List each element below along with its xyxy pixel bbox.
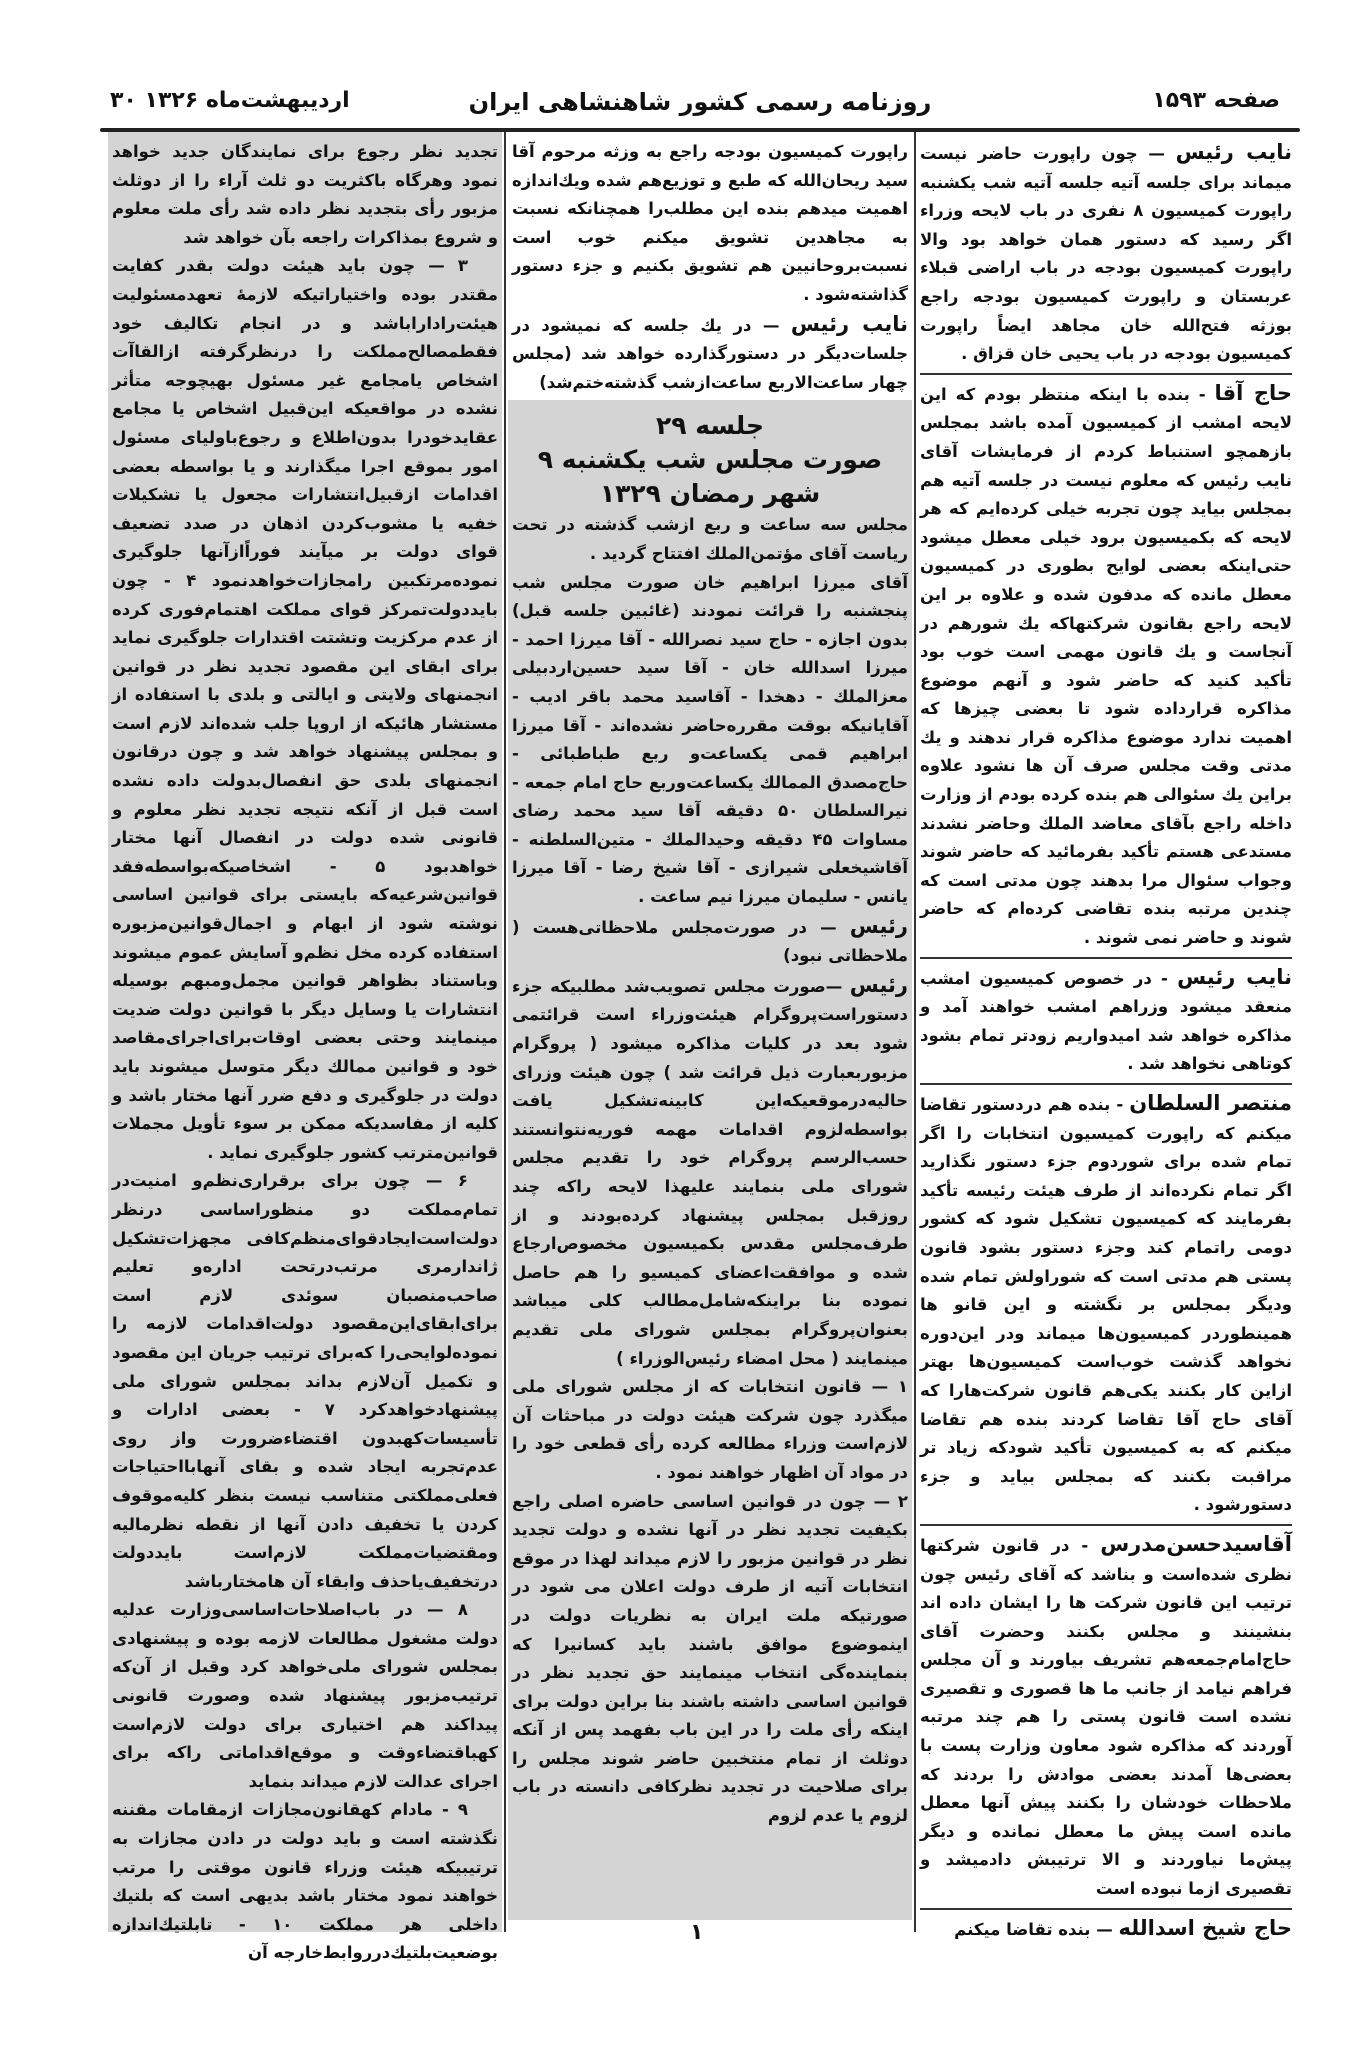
- right-column: [920, 138, 1292, 1944]
- speech-text: آقای میرزا ابراهیم خان صورت مجلس شب پنجشنبه را قرائت نمودند (غائبین جلسه قبل) بدون اجازه - حاج سید نصرالله - آقا میرزا احمد - میرزا اسدالله خان - آقا سید حسین‌اردبیلی معزالملك - دهخدا - آقاسید محمد باقر ادیب - آقایانیکه بوقت مقرره‌حاضر نشده‌اند - آقا میرزا ابراهیم قمی یکساعت‌و ربع طباطبائی - حاج‌مصدق الممالك یکساعت‌وربع حاج امام جمعه - نیرالسلطان ۵۰ دقیقه آقا سید محمد رضای مساوات ۴۵ دقیقه وحیدالملك - متین‌السلطنه - آقاشیخعلی شیرازی - آقا شیخ رضا - آقا میرزا یانس - سلیمان میرزا نیم ساعت .: [512, 572, 908, 907]
- speech-text: - بنده هم دردستور تقاضا میکنم که راپورت کمیسیون انتخابات را اگر تمام شده برای شوردوم جزء دستور نگذارید اگر تمام نکرده‌اند از طرف هیئت رئیسه تأکید بفرمایند که کمیسیون تشکیل شود که کشور دومی راتمام کند وجزء دستور بشود قانون پستی هم مدتی است که شوراولش تمام شده ودیگر بمجلس بر نگشته و این قانو ها همینطوردر کمیسیون‌ها میماند ودر این‌دوره نخواهد گذشت خوب‌است کمیسیون‌ها بهتر ازاین کار بکنند یکی‌هم قانون شرکت‌هارا که آقای حاج آقا تقاضا کردند بنده هم تقاضا میکنم که به کمیسیون تأکید شودکه زیاد تر مراقبت بکنند که بمجلس بیاید و جزء دستورشود .: [920, 1095, 1292, 1515]
- article-paragraph: ۸ — در باب‌اصلاحات‌اساسی‌وزارت عدلیه دولت مشغول مطالعات لازمه بوده و پیشنهادی بمجلس شورای ملی‌خواهد کرد وقبل از آن‌که ترتیب‌مزبور پیشنهاد شده وصورت قانونی پیداکند هم اختیاری برای دولت لازم‌است کهباقتضاءوقت و موقع‌اقداماتی راکه برای اجرای عدالت لازم میداند بنماید: [112, 1600, 498, 1791]
- speech-paragraph: [920, 373, 1292, 953]
- article-paragraph: ۹ - مادام کهقانون‌مجازات ازمقامات مقننه نگذشته است و باید دولت در دادن مجازات به ترتیبیکه هیئت وزراء قانون موقتی را مرتب خواهند نمود مختار باشد بدیهی است که بلتیك داخلی هر مملکت ۱۰ - تابلتیك‌اندازه بوضعیت‌بلتیك‌درروابط‌خارجه آن: [112, 1800, 498, 1963]
- speaker-name: رئیس: [849, 972, 909, 997]
- speech-paragraph: [920, 1083, 1292, 1520]
- speech-paragraph: [512, 569, 908, 912]
- speech-text: - در خصوص کمیسیون امشب منعقد میشود وزراهم امشب خواهند آمد و مذاکره خواهد شد امیدواریم زودتر تمام بشود کوتاهی نخواهد شد .: [920, 968, 1292, 1074]
- speech-paragraph: [512, 1373, 908, 1487]
- speech-text: مجلس سه ساعت و ربع ازشب گذشته در تحت ریاست آقای مؤتمن‌الملك افتتاح گردید .: [512, 515, 908, 563]
- page-label: صفحه ۱۵۹۳: [1152, 88, 1280, 113]
- speech-text: راپورت کمیسیون بودجه راجع به وزثه مرحوم آقا سید ریحان‌الله که طبع و توزیع‌هم شده ویك‌اندازه اهمیت میدهم بنده این مطلب‌را همچنانکه نسبت به مجاهدین تشویق میکنم خوب است نسبت‌بروحانیین هم تشویق بکنیم و جزء دستور گذاشته‌شود .: [512, 142, 908, 304]
- speech-text: —صورت مجلس تصویب‌شد مطلبیکه جزء دستوراست‌پروگرام هیئت‌وزراء است قرائتمی شود بعد در کلیات مذاکره میشود ( پروگرام مزبوربعبارت ذیل قرائت شد ) چون هیئت وزرای حالیه‌درموقعیکه‌این کابینه‌تشکیل یافت بواسطه‌لزوم اقدامات مهمه فوریه‌نتوانستند حسب‌الرسم پروگرام خود را تقدیم مجلس شورای ملی بنمایند علیهذا لایحه راکه چند روزقبل بمجلس پیشنهاد کرده‌بودند و از طرف‌مجلس مقدس بکمیسیون مخصوص‌ارجاع شده و موافقت‌اعضای کمیسیو را هم حاصل نموده بنا براینکه‌شامل‌مطالب کلی میباشد بعنوان‌پروگرام بمجلس شورای ملی تقدیم مینمایند ( محل امضاء رئیس‌الوزراء ): [512, 976, 908, 1368]
- speaker-name: آقاسیدحسن‌مدرس: [1100, 1531, 1292, 1556]
- speech-paragraph: [920, 1524, 1292, 1904]
- session-title: جلسه ۲۹: [655, 411, 765, 441]
- speech-paragraph: [512, 971, 908, 1373]
- speech-paragraph: [512, 1488, 908, 1831]
- speaker-name: منتصر السلطان: [1129, 1091, 1292, 1115]
- speech-text: — بنده تقاضا میکنم: [954, 1919, 1113, 1939]
- middle-column: [512, 138, 908, 1831]
- left-column: [112, 138, 498, 1968]
- speaker-name: نایب رئیس: [1175, 140, 1292, 164]
- column-divider: [504, 132, 506, 1932]
- speech-text: ۱ — قانون انتخابات که از مجلس شورای ملی میگذرد چون شرکت هیئت دولت در مباحثات آن لازم‌است وزراء مطالعه کرده رأی قطعی خود را در مواد آن اظهار خواهند نمود .: [512, 1377, 908, 1482]
- speaker-name: نایب رئیس: [790, 311, 908, 336]
- speech-paragraph: [920, 1908, 1292, 1945]
- issue-date: ۳۰ اردیبهشت‌ماه ۱۳۲۶: [110, 88, 350, 113]
- speech-text: — در صورت‌مجلس ملاحظاتی‌هست ( ملاحظاتی نبود): [512, 917, 908, 966]
- speech-paragraph: [512, 310, 908, 398]
- speaker-name: حاج آقا: [1214, 380, 1292, 405]
- speech-paragraph: [920, 138, 1292, 369]
- speech-text: — چون راپورت حاضر نیست میماند برای جلسه آتیه جلسه آتیه شب یکشنبه راپورت کمیسیون ۸ نفری در باب لایحه وزراء اگر رسید که دستور همان خواهد بود والا راپورت کمیسیون بودجه در باب اراضی قبلاء عربستان و راپورت کمیسیون بودجه راجع بوزثه فتح‌الله خان مجاهد ایضاً راپورت کمیسیون بودجه در باب یحیی خان قزاق .: [920, 144, 1293, 364]
- speech-text: - بنده با اینکه منتظر بودم که این لایحه امشب از کمیسیون آمده باشد بمجلس بازهمچو استنباط کردم از فرمایشات آقای نایب رئیس که معلوم نیست در جلسه آتیه هم بمجلس بیاید چون تجربه خیلی کرده‌ایم که هر لایحه که بکمیسیون برود خیلی معطل میشود حتی‌اینکه بعضی لوایح بطوری در کمیسیون معطل مانده که مدفون شده و علاوه بر این لایحه راجع بقانون شرکتهاکه یك شورهم در آنجاست و یك قانون مهمی است خوب بود تأکید کنید که حاضر شود و آنهم موضوع مذاکره قرارداده شود تا بعضی چیزها که اهمیت ندارد موضوع مذاکره قرار ندهند و یك مدتی وقت مجلس صرف آن ها نشود علاوه براین یك سئوالی هم بنده کرده بودم از وزارت داخله راجع بآقای معاضد الملك وحاضر نشدند مستدعی هستم تأکید بفرمائید که حاضر شوند وجواب سئوال مرا بدهند چون مدتی است که چندین مرتبه بنده تقاضی کرده‌ام که حاضر شوند و حاضر نمی شوند .: [920, 384, 1292, 948]
- page-number: ۱: [690, 1920, 704, 1945]
- speech-paragraph: [512, 912, 908, 971]
- speech-text: ۲ — چون در قوانین اساسی حاضره اصلی راجع بکیفیت تجدید نظر در آنها نشده و دولت تجدید نظر در قوانین مزبور را لازم میداند لهذا در موقع انتخابات آتیه از طرف دولت اعلان می شود در صورتیکه ملت ایران به نظریات دولت در اینموضوع موافق باشند باید کسانیرا که بنماینده‌گی انتخاب مینمایند حق تجدید نظر در قوانین اساسی داشته باشند بنا براین دولت برای اینکه رأی ملت را در این باب بفهمد پس از آنکه دوثلث از تمام منتخبین حاضر شوند مجلس را برای صلاحیت در تجدید نظرکافی دانسته در باب لزوم یا عدم لزوم: [512, 1491, 908, 1826]
- speech-text: — در یك جلسه که نمیشود در جلسات‌دیگر در دستورگذارده خواهد شد (مجلس چهار ساعت‌الاربع ساعت‌ازشب گذشته‌ختم‌شد): [512, 315, 908, 392]
- speech-paragraph: [512, 511, 908, 568]
- speaker-name: نایب رئیس: [1177, 964, 1292, 989]
- column-divider: [914, 132, 916, 1932]
- speech-paragraph: [512, 138, 908, 310]
- newspaper-title: روزنامه رسمی کشور شاهنشاهی ایران: [468, 88, 932, 116]
- speech-paragraph: [920, 957, 1292, 1079]
- article-paragraph: ۳ — چون باید هیئت دولت بقدر کفایت مقتدر بوده واختیاراتیکه لازمهٔ تعهدمسئولیت هیئت‌راداراباشد و در انجام تکالیف خود فقطمصالح‌مملکت را درنظرگرفته ازالقاآت اشخاص یامجامع غیر مسئول بهیچوجه متأثر نشده در مواقعیکه این‌قبیل اشخاص یا مجامع عقایدخودرا بدون‌اطلاع و رجوع‌باولیای مسئول امور بموقع اجرا میگذارند و یا بواسطه بعضی اقدامات ازقبیل‌انتشارات مجعول یا تشکیلات خفیه یا مشوب‌کردن اذهان در صدد تضعیف قوای دولت بر میآیند فوراًازآنها جلوگیری نموده‌مرتکبین رامجازات‌خواهدنمود ۴ - چون بایددولت‌تمرکز قوای مملکت اهتمام‌فوری کرده از عدم مرکزیت وتشتت اقتدارات جلوگیری نماید برای ابقای این مقصود تجدید نظر در قوانین انجمنهای ولایتی و ایالتی و بلدی با استفاده از مستشار هائیکه از اروپا جلب شده‌اند لازم است و بمجلس پیشنهاد خواهد شد و چون درقانون انجمنهای بلدی حق انفصال‌بدولت داده نشده است قبل از آنکه نتیجه تجدید نظر معلوم و قانونی شده دولت در انفصال آنها مختار خواهدبود ۵ - اشخاصیکه‌بواسطه‌فقد قوانین‌شرعیه‌که بایستی برای قوانین اساسی نوشته شود از ابهام و اجمال‌قوانین‌مزبوره استفاده کرده مخل نظم‌و آسایش عموم میشوند وباستناد بظواهر قوانین مجمل‌ومبهم بوسیله انتشارات یا وسایل دیگر با قوانین دولت ضدیت مینمایند وحتی بعضی اوقات‌برای‌اجرای‌مقاصد خود و قوانین ممالك دیگر متوسل میشوند باید دولت در جلوگیری و دفع ضرر آنها مختار باشد و کلیه از مفاسدیکه ممکن بر سوء تأویل مجملات قوانین‌مترتب‌ کشور جلوگیری نماید .: [112, 256, 498, 1162]
- speaker-name: رئیس: [849, 913, 909, 938]
- article-paragraph: ۶ — چون برای برقراری‌نظم‌و امنیت‌در تمام‌مملکت دو منظوراساسی درنظر دولت‌است‌ایجادقوای‌منظم‌کافی مجهزات‌تشکیل ژاندارمری مرتب‌درتحت اداره‌و تعلیم صاحب‌منصبان سوئدی لازم است برای‌ابقای‌این‌مقصود دولت‌اقدامات لازمه را نموده‌لوایحی‌را که‌برای ترتیب جریان این مقصود و تکمیل آن‌لازم بداند بمجلس شورای ملی پیشنهاد‌خواهد‌کرد ۷ - بعضی ادارات و تأسیسات‌کهبدون اقتضاءضرورت واز روی عدم‌تجربه ایجاد شده و بقای آنها‌بااحتیاجات فعلی‌مملکتی متناسب نیست بنظر کلیه‌موقوف کردن یا تخفیف دادن آنها از نقطه نظرمالیه ومقتضیات‌مملکت لازم‌است بایددولت درتخفیف‌یاحذف وابقاء آن ها‌مختارباشد: [112, 1171, 499, 1591]
- masthead: [100, 88, 1300, 128]
- session-subtitle: صورت مجلس شب یکشنبه ۹ شهر رمضان ۱۳۲۹: [537, 445, 883, 509]
- article-paragraph: تجدید نظر رجوع برای نمایندگان جدید خواهد نمود وهرگاه باکثریت دو ثلث آراء را از دوثلث مزبور رأی بتجدید نظر داده شد رأی ملت معلوم و شروع بمذاکرات راجعه بآن خواهد شد: [112, 142, 498, 247]
- speaker-name: حاج شیخ اسدالله: [1118, 1915, 1292, 1940]
- speech-text: - در قانون شرکتها نظری شده‌است و بناشد که آقای رئیس چون ترتیب این قانون شرکت ها را ایشان داده اند بنشینند و مجلس بکنند وحضرت آقای حاج‌امام‌جمعه‌هم تشریف بیاورند و آن مجلس فراهم نیامد از جانب ما ها قصوری و تقصیری نشده است قانون پستی را هم چند مرتبه آوردند که مذاکره شود معاون وزارت پست با بعضی‌ها آمدند بعضی موادش را بردند که ملاحظات خودشان را بکنند پیش آنها معطل مانده است پیش ما معطل نمانده و دیگر پیش‌ما نیاوردند و الا ترتیبش دادمیشد و تقصیری ازما نبوده است: [920, 1535, 1292, 1899]
